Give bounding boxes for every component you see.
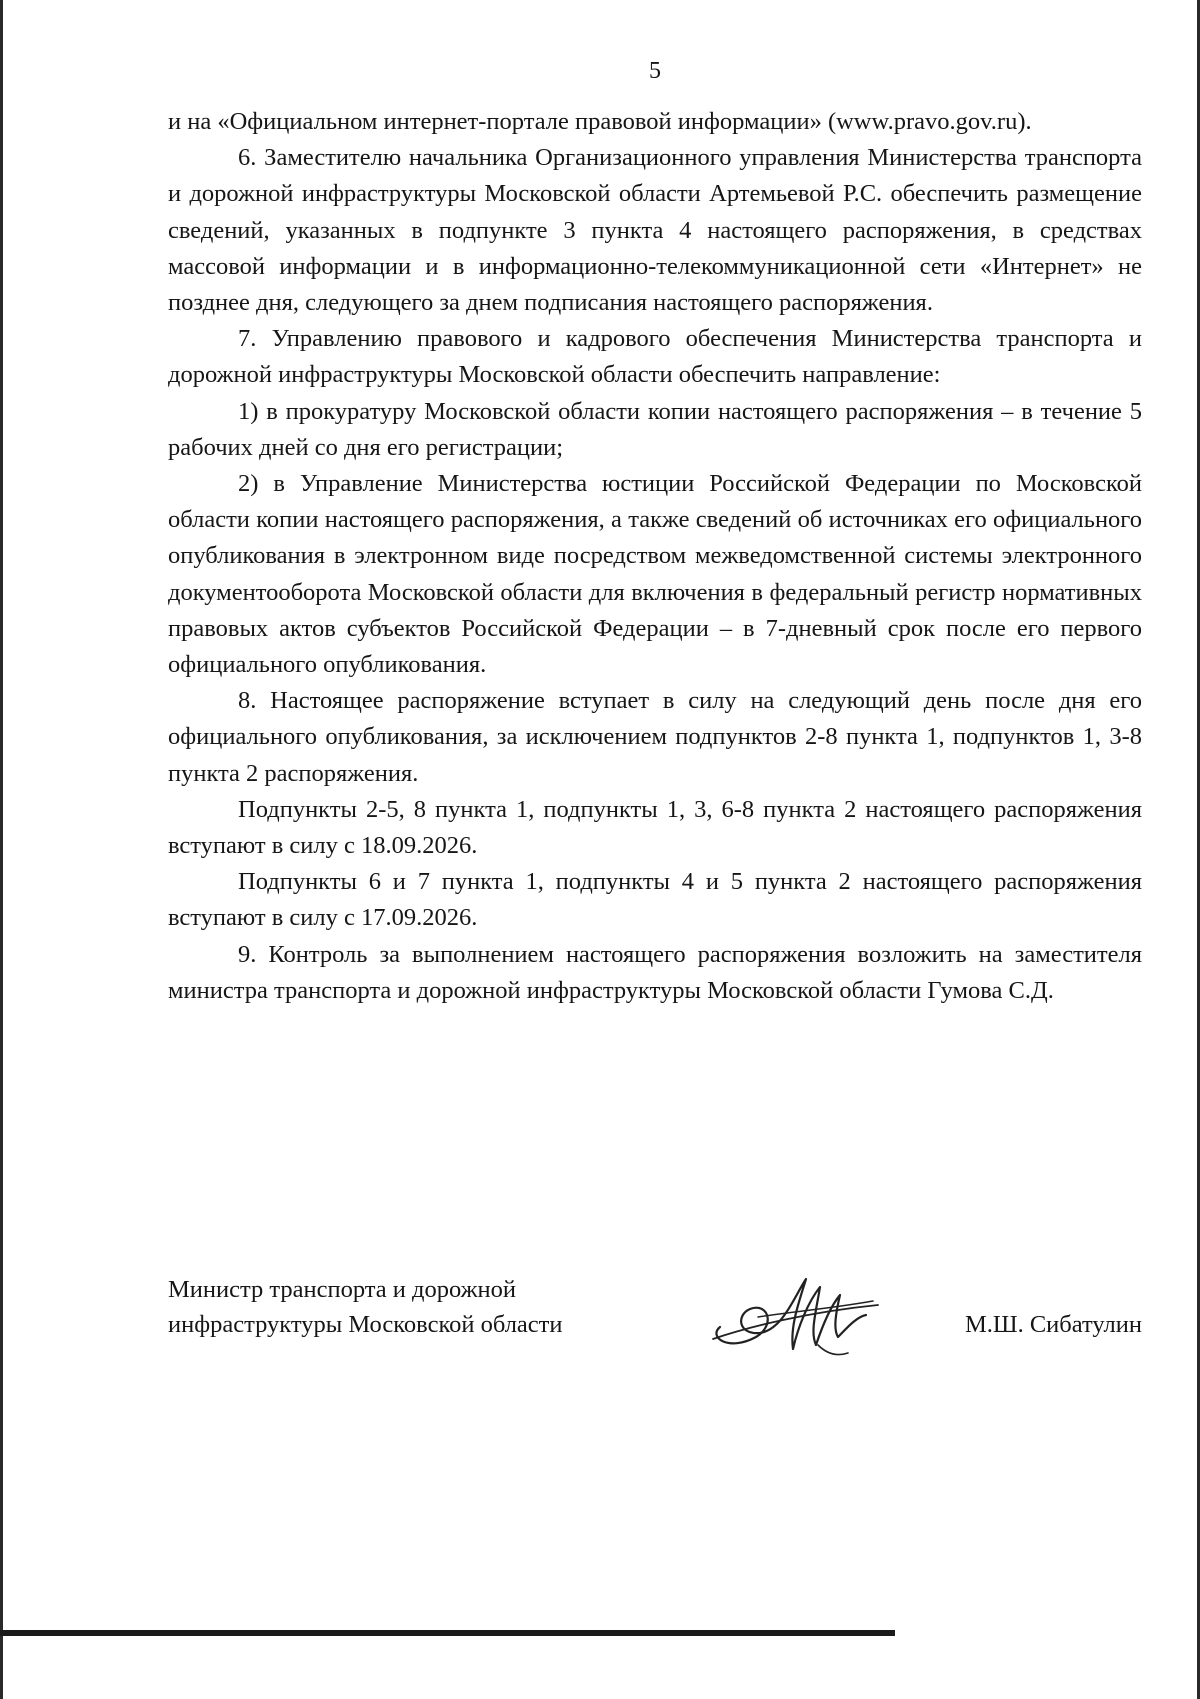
signature-block bbox=[168, 1272, 1142, 1382]
document-body bbox=[168, 104, 1142, 1009]
paragraph-item-7: 7. Управлению правового и кадрового обеспечения Министерства транспорта и дорожной инфраструктуры Московской области обеспечить направление: bbox=[168, 325, 1142, 389]
signer-name: М.Ш. Сибатулин bbox=[964, 1311, 1142, 1338]
scan-left-edge bbox=[0, 0, 3, 1699]
paragraph-subitem-7-1: 1) в прокуратуру Московской области копии настоящего распоряжения – в течение 5 рабочих дней со дня его регистрации; bbox=[168, 397, 1142, 461]
page-number: 5 bbox=[649, 58, 661, 84]
paragraph-item-9: 9. Контроль за выполнением настоящего распоряжения возложить на заместителя министра транспорта и дорожной инфраструктуры Московской области Гумова С.Д. bbox=[168, 940, 1142, 1004]
signer-title-line-2: инфраструктуры Московской области bbox=[168, 1311, 563, 1338]
paragraph-item-6: 6. Заместителю начальника Организационного управления Министерства транспорта и дорожной инфраструктуры Московской области Артемьевой Р.С. обеспечить размещение сведений, указанных в подпункте 3 пункта 4 настоящего распоряжения, в средствах массовой информации и в информационно-телекоммуникационной сети «Интернет» не позднее дня, следующего за днем подписания настоящего распоряжения. bbox=[168, 144, 1142, 317]
paragraph-item-8-clause-b: Подпункты 6 и 7 пункта 1, подпункты 4 и 5 пункта 2 настоящего распоряжения вступают в силу с 17.09.2026. bbox=[168, 868, 1142, 932]
paragraph-continuation: и на «Официальном интернет-портале правовой информации» (www.pravo.gov.ru). bbox=[168, 108, 1032, 135]
signer-title-line-1: Министр транспорта и дорожной bbox=[168, 1276, 517, 1303]
signer-title bbox=[168, 1272, 668, 1342]
paragraph-item-8-clause-a: Подпункты 2-5, 8 пункта 1, подпункты 1, 3, 6-8 пункта 2 настоящего распоряжения вступают в силу с 18.09.2026. bbox=[168, 795, 1142, 860]
paragraph-item-8: 8. Настоящее распоряжение вступает в силу на следующий день после дня его официального опубликования, за исключением подпунктов 2-8 пункта 1, подпунктов 1, 3-8 пункта 2 распоряжения. bbox=[168, 687, 1142, 787]
handwritten-signature bbox=[698, 1257, 888, 1367]
paragraph-subitem-7-2: 2) в Управление Министерства юстиции Российской Федерации по Московской области копии настоящего распоряжения, а также сведений об источниках его официального опубликования в электронном виде посредством межведомственной системы электронного документооборота Московской области для включения в федеральный регистр нормативных правовых актов субъектов Российской Федерации – в 7-дневный срок после его первого официального опубликования. bbox=[168, 470, 1142, 679]
scan-bottom-bar bbox=[0, 1630, 895, 1636]
